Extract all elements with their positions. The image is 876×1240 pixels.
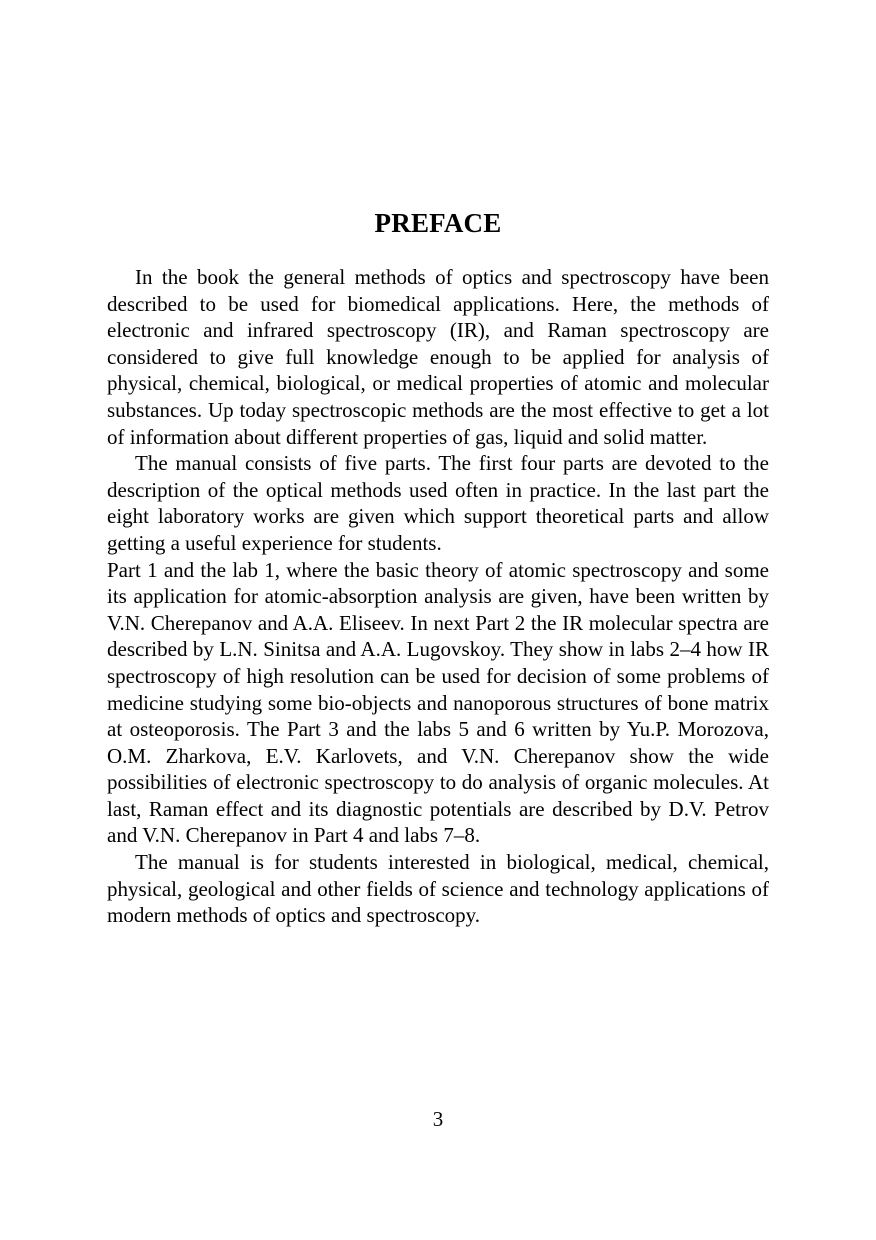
paragraph-audience: The manual is for students interested in biological, medical, chemical, physical, geological and other fields of science and technology applications of modern methods of optics and spectroscopy. (107, 850, 769, 928)
paragraph-intro: In the book the general methods of optics and spectroscopy have been described to be used for biomedical applications. Here, the methods of electronic and infrared spectroscopy (IR), and Raman spectroscopy are considered to give full knowledge enough to be applied for analysis of physical, chemical, biological, or medical properties of atomic and molecular substances. Up today spectroscopic methods are the most effective to get a lot of information about different properties of gas, liquid and solid matter. (107, 265, 769, 449)
page-title: PREFACE (374, 208, 502, 238)
preface-body (107, 264, 769, 929)
page-number: 3 (432, 1107, 444, 1131)
paragraph-structure: The manual consists of five parts. The first four parts are devoted to the description of the optical methods used often in practice. In the last part the eight laboratory works are given which support theoretical parts and allow getting a useful experience for students. (107, 451, 769, 555)
paragraph-authors: Part 1 and the lab 1, where the basic theory of atomic spectroscopy and some its application for atomic-absorption analysis are given, have been written by V.N. Cherepanov and A.A. Eliseev. In next Part 2 the IR molecular spectra are described by L.N. Sinitsa and A.A. Lugovskoy. They show in labs 2–4 how IR spectroscopy of high resolution can be used for decision of some problems of medicine studying some bio-objects and nanoporous structures of bone matrix at osteoporosis. The Part 3 and the labs 5 and 6 written by Yu.P. Morozova, O.M. Zharkova, E.V. Karlovets, and V.N. Cherepanov show the wide possibilities of electronic spectroscopy to do analysis of organic molecules. At last, Raman effect and its diagnostic potentials are described by D.V. Petrov and V.N. Cherepanov in Part 4 and labs 7–8. (107, 557, 769, 848)
